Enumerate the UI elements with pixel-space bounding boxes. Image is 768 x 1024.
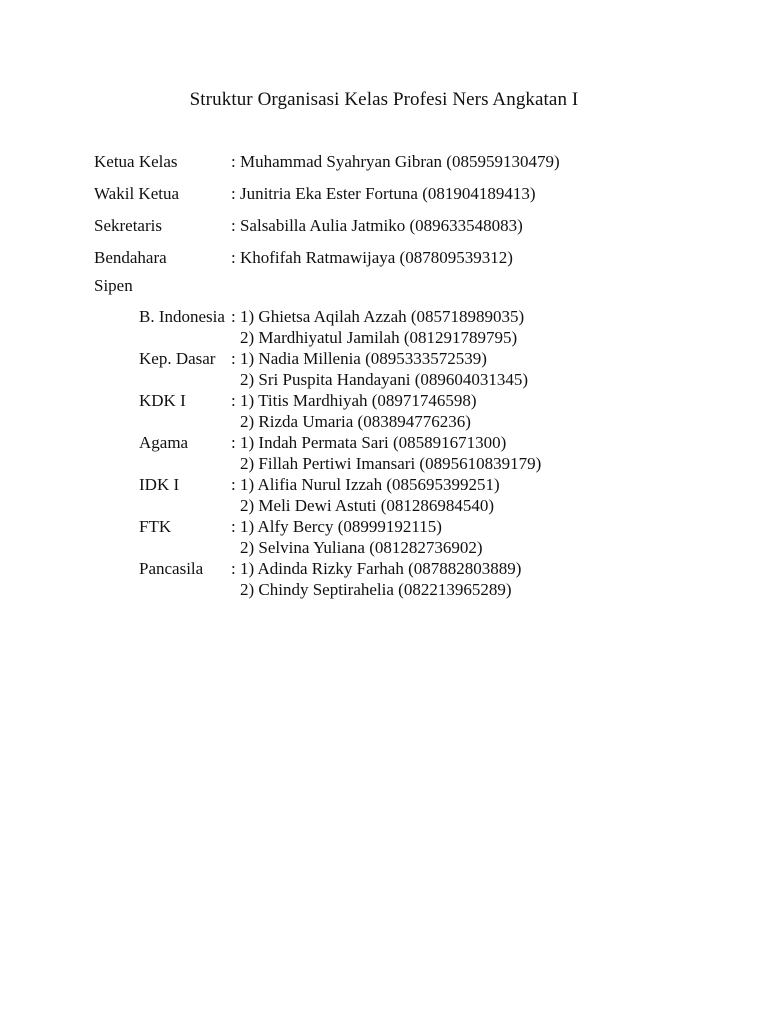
subject-colon: : xyxy=(231,433,236,452)
subject-members xyxy=(240,474,500,516)
officer-value: : Muhammad Syahryan Gibran (085959130479) xyxy=(231,152,560,171)
subject-colon: : xyxy=(231,475,236,494)
member-entry: 1) Alifia Nurul Izzah (085695399251) xyxy=(240,475,500,494)
officer-value: : Khofifah Ratmawijaya (087809539312) xyxy=(231,248,513,267)
subject-members xyxy=(240,558,521,600)
officer-value: : Salsabilla Aulia Jatmiko (089633548083) xyxy=(231,216,523,235)
member-entry: 2) Chindy Septirahelia (082213965289) xyxy=(240,580,512,599)
member-entry: 1) Indah Permata Sari (085891671300) xyxy=(240,433,507,452)
page-title: Struktur Organisasi Kelas Profesi Ners Angkatan I xyxy=(189,89,579,110)
officer-role: Bendahara xyxy=(94,248,167,267)
member-entry: 1) Nadia Millenia (0895333572539) xyxy=(240,349,487,368)
subject-name: IDK I xyxy=(139,475,180,494)
officer-value: : Junitria Eka Ester Fortuna (081904189413) xyxy=(231,184,536,203)
member-entry: 1) Adinda Rizky Farhah (087882803889) xyxy=(240,559,522,578)
subject-colon: : xyxy=(231,391,236,410)
subject-colon: : xyxy=(231,517,236,536)
subject-name: FTK xyxy=(139,517,172,536)
subject-members xyxy=(240,516,483,558)
sipen-heading: Sipen xyxy=(94,276,133,295)
member-entry: 2) Mardhiyatul Jamilah (081291789795) xyxy=(240,328,518,347)
member-entry: 1) Titis Mardhiyah (08971746598) xyxy=(240,391,477,410)
subject-name: Pancasila xyxy=(139,559,204,578)
member-entry: 1) Alfy Bercy (08999192115) xyxy=(240,517,442,536)
member-entry: 2) Selvina Yuliana (081282736902) xyxy=(240,538,483,557)
subject-members xyxy=(240,348,528,390)
subject-name: KDK I xyxy=(139,391,186,410)
member-entry: 2) Rizda Umaria (083894776236) xyxy=(240,412,471,431)
subject-name: Kep. Dasar xyxy=(139,349,216,368)
member-entry: 2) Sri Puspita Handayani (089604031345) xyxy=(240,370,529,389)
subject-members xyxy=(240,432,541,474)
subject-name: Agama xyxy=(139,433,189,452)
member-entry: 2) Fillah Pertiwi Imansari (0895610839179) xyxy=(240,454,542,473)
member-entry: 1) Ghietsa Aqilah Azzah (085718989035) xyxy=(240,307,525,326)
subject-colon: : xyxy=(231,349,236,368)
subject-colon: : xyxy=(231,559,236,578)
subject-members xyxy=(240,306,524,348)
subject-members xyxy=(240,390,477,432)
officer-role: Ketua Kelas xyxy=(94,152,178,171)
member-entry: 2) Meli Dewi Astuti (081286984540) xyxy=(240,496,495,515)
officer-role: Wakil Ketua xyxy=(94,184,180,203)
subject-colon: : xyxy=(231,307,236,326)
officer-role: Sekretaris xyxy=(94,216,162,235)
subject-name: B. Indonesia xyxy=(139,307,225,326)
